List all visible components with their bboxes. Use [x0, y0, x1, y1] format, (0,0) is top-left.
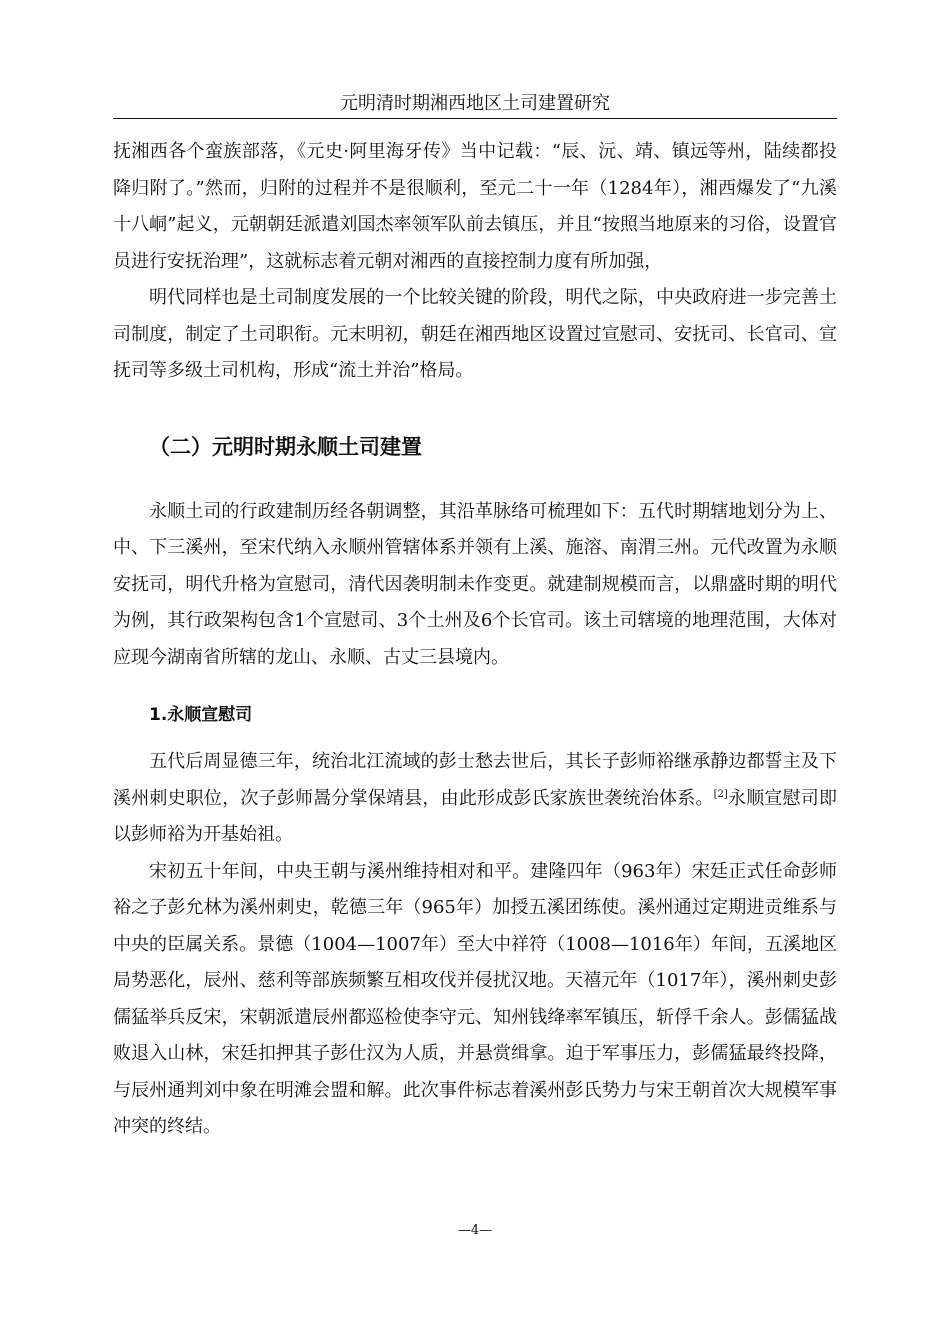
paragraph-song-conflict: 宋初五十年间，中央王朝与溪州维持相对和平。建隆四年（963年）宋廷正式任命彭师裕之子彭允林为溪州刺史，乾德三年（965年）加授五溪团练使。溪州通过定期进贡维系与中央的臣属关系。景德（1004—1007年）至大中祥符（1008—1016年）年间，五溪地区局势恶化，辰州、慈利等部族频繁互相攻伐并侵扰汉地。天禧元年（1017年），溪州刺史彭儒猛举兵反宋，宋朝派遣辰州都巡检使李守元、知州钱绛率军镇压，斩俘千余人。彭儒猛战败退入山林，宋廷扣押其子彭仕汉为人质，并悬赏缉拿。迫于军事压力，彭儒猛最终投降，与辰州通判刘中象在明滩会盟和解。此次事件标志着溪州彭氏势力与宋王朝首次大规模军事冲突的终结。: [113, 860, 837, 1137]
page-body: [113, 134, 837, 1146]
page-number: —4—: [457, 1223, 493, 1238]
paragraph-origin-text-end: 永顺宣慰司即以彭师裕为开基始祖。: [113, 787, 838, 845]
running-header-title: 元明清时期湘西地区土司建置研究: [340, 93, 610, 114]
paragraph-continuation: 抚湘西各个蛮族部落，《元史·阿里海牙传》当中记载：“辰、沅、靖、镇远等州，陆续都投降归附了。”然而，归附的过程并不是很顺利，至元二十一年（1284年），湘西爆发了“九溪十八峒”起义，元朝朝廷派遣刘国杰率领军队前去镇压，并且“按照当地原来的习俗，设置官员进行安抚治理”，这就标志着元朝对湘西的直接控制力度有所加强，: [113, 141, 837, 272]
section-heading: （二）元明时期永顺土司建置: [149, 434, 422, 459]
paragraph-origin: [113, 744, 837, 854]
paragraph-origin-text: 五代后周显德三年，统治北江流域的彭士愁去世后，其长子彭师裕继承静边都誓主及下溪州刺史职位，次子彭师暠分掌保靖县，由此形成彭氏家族世袭统治体系。: [113, 751, 837, 809]
header-divider: [113, 118, 837, 119]
citation-marker: [2]: [713, 788, 728, 800]
paragraph-section-intro: 永顺土司的行政建制历经各朝调整，其沿革脉络可梳理如下：五代时期辖地划分为上、中、下三溪州，至宋代纳入永顺州管辖体系并领有上溪、施溶、南渭三州。元代改置为永顺安抚司，明代升格为宣慰司，清代因袭明制未作变更。就建制规模而言，以鼎盛时期的明代为例，其行政架构包含1个宣慰司、3个土州及6个长官司。该土司辖境的地理范围，大体对应现今湖南省所辖的龙山、永顺、古丈三县境内。: [113, 500, 837, 668]
subsection-heading: 1.永顺宣慰司: [149, 705, 253, 725]
paragraph-ming-tusi: 明代同样也是土司制度发展的一个比较关键的阶段，明代之际，中央政府进一步完善土司制度，制定了土司职衔。元末明初，朝廷在湘西地区设置过宣慰司、安抚司、长官司、宣抚司等多级土司机构，形成“流土并治”格局。: [113, 287, 837, 381]
